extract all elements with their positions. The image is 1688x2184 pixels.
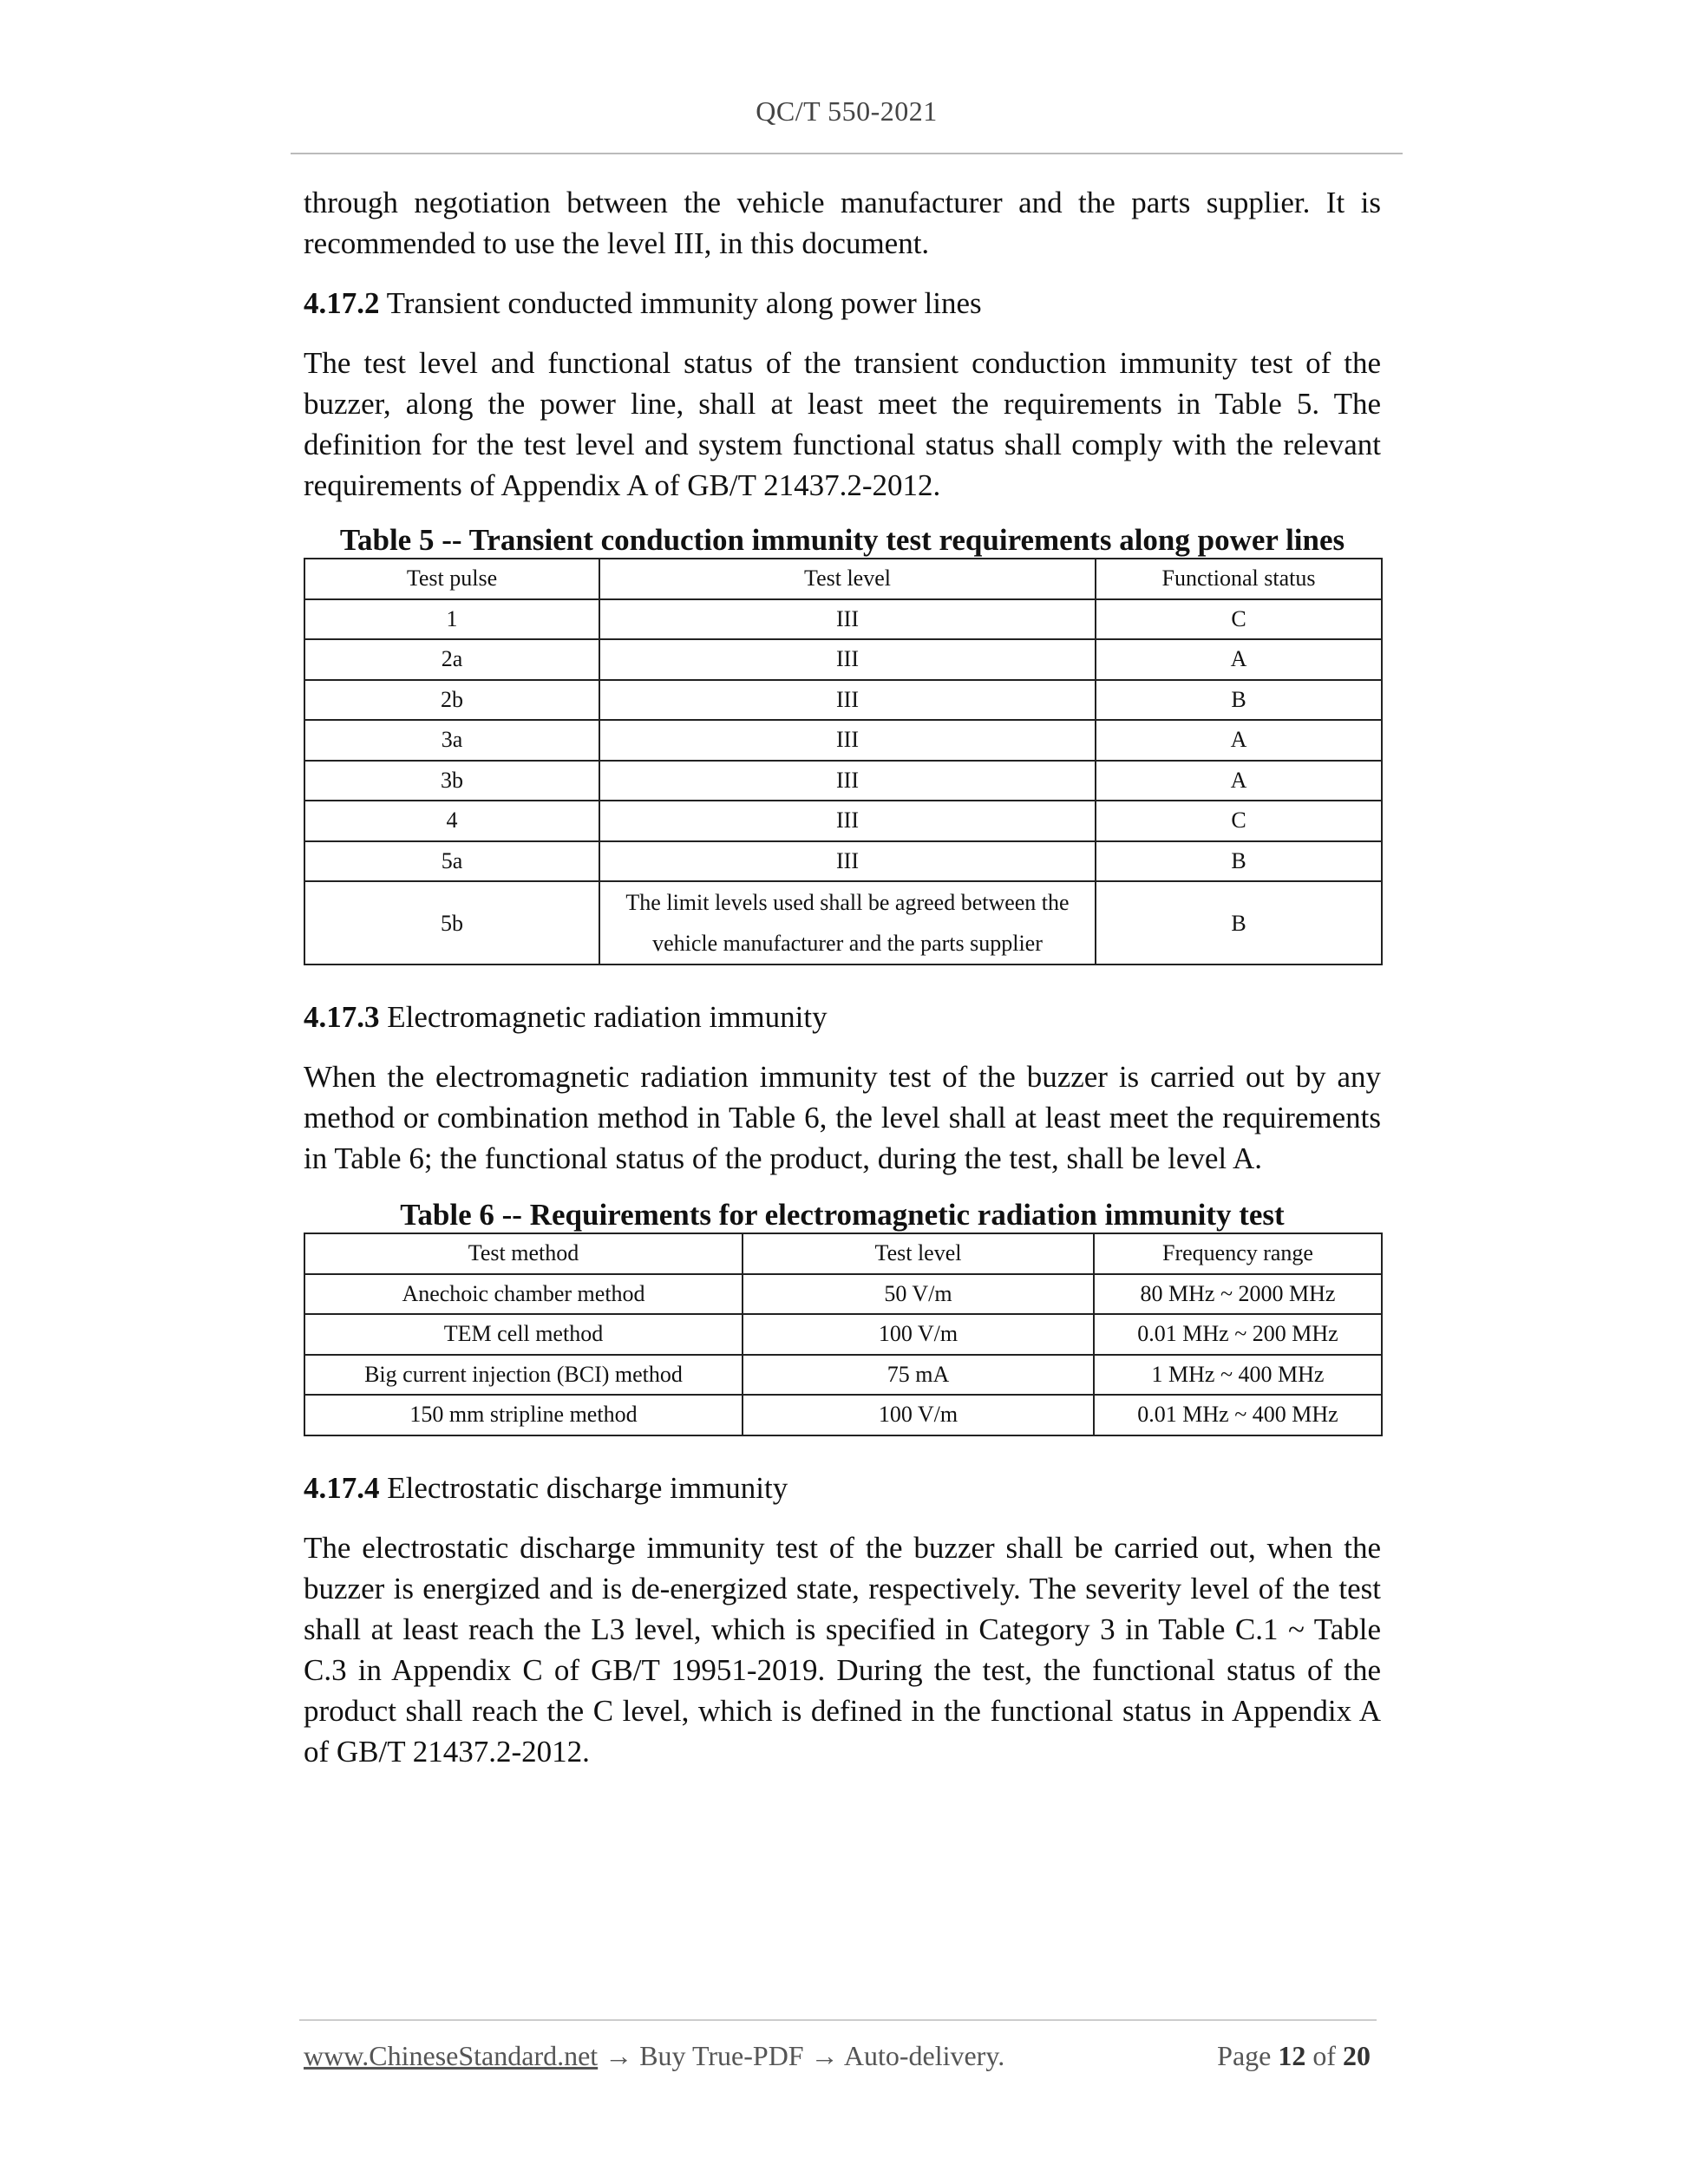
table-row [304, 680, 1382, 721]
page-number: 12 [1278, 2040, 1306, 2071]
section-paragraph-4-17-2: The test level and functional status of the transient conduction immunity test of the buzzer, along the power line, shall at least meet the requirements in Table 5. The definition for the test level and system functional status shall comply with the relevant requirements of Appendix A of GB/T 21437.2-2012. [304, 346, 1381, 502]
table-cell: A [1096, 761, 1382, 801]
page-total: 20 [1343, 2040, 1371, 2071]
arrow-right-icon: → [810, 2040, 839, 2071]
table-cell: B [1096, 841, 1382, 882]
section-number: 4.17.4 [304, 1470, 380, 1505]
table-row [304, 841, 1382, 882]
table-cell: 150 mm stripline method [304, 1395, 743, 1435]
table-header-cell: Frequency range [1094, 1233, 1382, 1274]
table-cell: 4 [304, 801, 599, 841]
table-row [304, 1274, 1382, 1315]
table5-caption: Table 5 -- Transient conduction immunity test requirements along power lines [339, 523, 1345, 557]
section-title: Electrostatic discharge immunity [387, 1470, 788, 1505]
table-header-cell: Test level [599, 559, 1096, 599]
table-row [304, 720, 1382, 761]
table-cell: A [1096, 720, 1382, 761]
table-cell: 100 V/m [743, 1395, 1094, 1435]
section-heading-4-17-4 [304, 1468, 1381, 1508]
table-cell: III [599, 720, 1096, 761]
table5 [304, 558, 1383, 965]
table-cell: 2a [304, 639, 599, 680]
table-cell: C [1096, 599, 1382, 640]
table-header-cell: Test method [304, 1233, 743, 1274]
section-heading-4-17-3 [304, 997, 1381, 1037]
table-cell: 0.01 MHz ~ 400 MHz [1094, 1395, 1382, 1435]
table-cell: III [599, 801, 1096, 841]
table-row [304, 599, 1382, 640]
table-cell: III [599, 841, 1096, 882]
page-indicator [1217, 2040, 1371, 2072]
table-header-cell: Functional status [1096, 559, 1382, 599]
table-row [304, 1355, 1382, 1396]
table-row [304, 639, 1382, 680]
table-cell: Big current injection (BCI) method [304, 1355, 743, 1396]
header-divider [291, 153, 1403, 154]
table-cell: 1 MHz ~ 400 MHz [1094, 1355, 1382, 1396]
table-row [304, 1395, 1382, 1435]
table-cell: B [1096, 881, 1382, 964]
section-paragraph-4-17-3: When the electromagnetic radiation immunity test of the buzzer is carried out by any method or combination method in Table 6, the level shall at least meet the requirements in Table 6; the functional status of the product, during the test, shall be level A. [304, 1060, 1381, 1175]
table-cell: 75 mA [743, 1355, 1094, 1396]
table-cell: 3b [304, 761, 599, 801]
section-heading-4-17-2 [304, 283, 1381, 324]
arrow-right-icon: → [605, 2040, 633, 2071]
page-content [304, 182, 1381, 1772]
footer-promo [304, 2040, 1004, 2072]
section-number: 4.17.2 [304, 286, 380, 320]
table-cell: B [1096, 680, 1382, 721]
section-number: 4.17.3 [304, 1000, 380, 1034]
table-cell: Anechoic chamber method [304, 1274, 743, 1315]
buy-pdf-text: Buy True-PDF [639, 2040, 804, 2071]
page-label: Page [1217, 2040, 1272, 2071]
table-cell: A [1096, 639, 1382, 680]
table-cell: 0.01 MHz ~ 200 MHz [1094, 1314, 1382, 1355]
table-cell: C [1096, 801, 1382, 841]
table-cell: The limit levels used shall be agreed between the vehicle manufacturer and the parts supplier [599, 881, 1096, 964]
table-cell: 5b [304, 881, 599, 964]
table-cell: III [599, 680, 1096, 721]
table-row [304, 1314, 1382, 1355]
section-title: Transient conducted immunity along power lines [386, 286, 982, 320]
table-cell: 50 V/m [743, 1274, 1094, 1315]
table-row [304, 881, 1382, 964]
intro-paragraph: through negotiation between the vehicle manufacturer and the parts supplier. It is recommended to use the level III, in this document. [304, 186, 1381, 260]
table-cell: III [599, 639, 1096, 680]
footer-divider [299, 2019, 1377, 2021]
table-cell: 5a [304, 841, 599, 882]
table-cell: III [599, 599, 1096, 640]
website-link[interactable]: www.ChineseStandard.net [304, 2040, 599, 2071]
table6 [304, 1233, 1383, 1436]
table6-caption: Table 6 -- Requirements for electromagnetic radiation immunity test [400, 1198, 1285, 1232]
table-cell: 3a [304, 720, 599, 761]
section-title: Electromagnetic radiation immunity [387, 1000, 828, 1034]
table-cell: TEM cell method [304, 1314, 743, 1355]
table-header-row [304, 1233, 1382, 1274]
table-cell: 1 [304, 599, 599, 640]
table-header-cell: Test level [743, 1233, 1094, 1274]
table-cell: 100 V/m [743, 1314, 1094, 1355]
table-cell: III [599, 761, 1096, 801]
section-paragraph-4-17-4: The electrostatic discharge immunity test of the buzzer shall be carried out, when the buzzer is energized and is de-energized state, respectively. The severity level of the test shall at least reach the L3 level, which is specified in Category 3 in Table C.1 ~ Table C.3 in Appendix C of GB/T 19951-2019. During the test, the functional status of the product shall reach the C level, which is defined in the functional status in Appendix A of GB/T 21437.2-2012. [304, 1530, 1381, 1769]
table-header-cell: Test pulse [304, 559, 599, 599]
table-row [304, 801, 1382, 841]
of-label: of [1312, 2040, 1336, 2071]
table-cell: 80 MHz ~ 2000 MHz [1094, 1274, 1382, 1315]
table-header-row [304, 559, 1382, 599]
table-cell: 2b [304, 680, 599, 721]
auto-delivery-text: Auto-delivery. [843, 2040, 1005, 2071]
table-row [304, 761, 1382, 801]
page-header: QC/T 550-2021 [756, 95, 938, 127]
